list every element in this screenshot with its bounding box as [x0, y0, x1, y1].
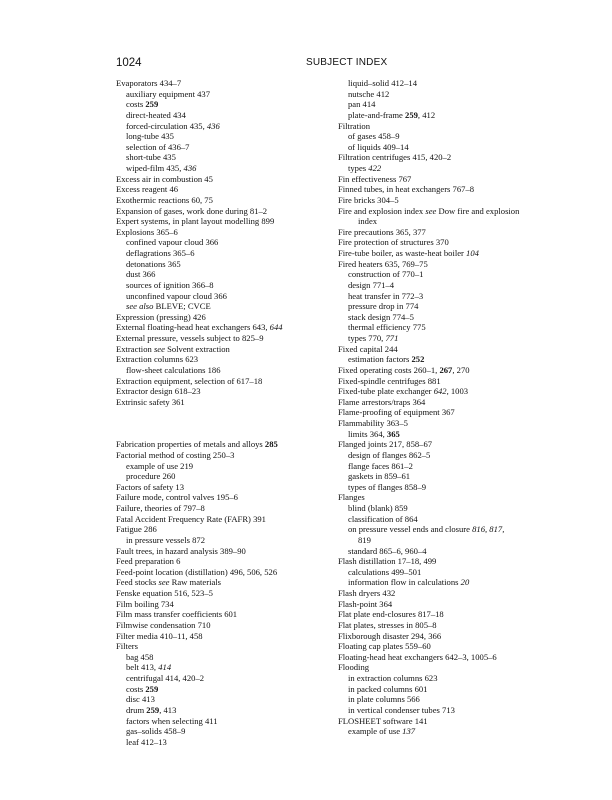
index-entry: [338, 152, 538, 163]
page-ref-italic: see: [153, 343, 165, 354]
index-subentry: [338, 301, 538, 312]
index-entry: [116, 599, 338, 610]
page-ref-italic: see also: [126, 301, 154, 312]
entry-text: flange faces 861–2: [348, 460, 413, 471]
index-subentry: [116, 461, 338, 472]
entry-text: , 1003: [446, 386, 469, 397]
entry-text: centrifugal 414, 420–2: [126, 673, 205, 683]
index-subentry: [116, 259, 338, 270]
entry-text: wiped-film 435,: [126, 163, 184, 173]
page-ref-bold: 252: [411, 354, 425, 365]
entry-text: External pressure, vessels subject to 825–9: [116, 333, 264, 343]
index-subentry: [116, 280, 338, 291]
index-subentry: [338, 131, 538, 142]
index-subentry: [116, 248, 338, 259]
index-entry: [338, 206, 538, 217]
index-subentry: [338, 673, 538, 684]
entry-text: Exothermic reactions 60, 75: [116, 194, 213, 205]
index-entry: [338, 652, 538, 663]
index-entry: [116, 227, 338, 238]
index-subentry: [338, 163, 538, 174]
index-subentry: [116, 152, 338, 163]
entry-text: dust 366: [126, 269, 156, 280]
index-subentry: [338, 429, 538, 440]
index-subentry: [116, 291, 338, 302]
index-entry: [116, 312, 338, 323]
index-subentry: [116, 163, 338, 174]
running-title: SUBJECT INDEX: [306, 57, 388, 68]
entry-text: pan 414: [348, 99, 376, 110]
entry-text: Expansion of gases, work done during 81–2: [116, 205, 268, 216]
entry-text: Fired heaters 635, 769–75: [338, 258, 428, 269]
entry-text: heat transfer in 772–3: [348, 290, 424, 301]
index-entry: [338, 237, 538, 248]
index-entry: [338, 599, 538, 610]
entry-text: Failure mode, control valves 195–6: [116, 492, 238, 503]
entry-text: Feed preparation 6: [116, 556, 181, 567]
index-entry: [338, 376, 538, 387]
entry-text: Fault trees, in hazard analysis 389–90: [116, 545, 246, 556]
index-entry: [338, 227, 538, 238]
entry-text: confined vapour cloud 366: [126, 237, 219, 248]
page-ref-italic: 436: [206, 120, 220, 131]
entry-text: Expression (pressing) 426: [116, 311, 206, 322]
index-subentry: [338, 461, 538, 472]
entry-text: gaskets in 859–61: [348, 471, 411, 482]
entry-text: unconfined vapour cloud 366: [126, 290, 227, 301]
index-entry: [338, 439, 538, 450]
entry-text: Flame arrestors/traps 364: [338, 396, 426, 407]
index-entry: [338, 121, 538, 132]
entry-text: Extraction equipment, selection of 617–18: [116, 375, 263, 386]
page-ref-bold: 285: [264, 439, 278, 450]
index-entry: [338, 631, 538, 642]
page-ref-italic: 436: [183, 163, 197, 173]
index-subentry: [116, 684, 338, 695]
index-entry: [116, 492, 338, 503]
entry-text: Fabrication properties of metals and alloys: [116, 439, 265, 450]
index-subentry: [116, 716, 338, 727]
entry-text: Filtration centrifuges 415, 420–2: [338, 152, 452, 163]
index-entry: [338, 492, 538, 503]
index-entry: [338, 716, 538, 727]
entry-text: Flame-proofing of equipment 367: [338, 407, 455, 418]
entry-text: calculations 499–501: [348, 566, 422, 577]
entry-text: costs: [126, 683, 146, 694]
index-subentry: [338, 482, 538, 493]
index-subentry: [338, 694, 538, 705]
index-subentry: [338, 142, 538, 153]
page-number: 1024: [116, 57, 142, 69]
entry-text: Flixborough disaster 294, 366: [338, 630, 442, 641]
entry-text: Flash-point 364: [338, 598, 393, 609]
entry-text: information flow in calculations: [348, 577, 461, 588]
entry-text: Filters: [116, 641, 138, 652]
index-subentry: [116, 142, 338, 153]
entry-text: Raw materials: [169, 577, 222, 588]
entry-text: Floating cap plates 559–60: [338, 641, 431, 652]
entry-text: Flanges: [338, 492, 365, 503]
entry-text: Extractor design 618–23: [116, 386, 201, 397]
index-entry: [116, 344, 338, 355]
entry-text: belt 413,: [126, 662, 159, 673]
page-ref-bold: 259: [145, 99, 159, 110]
entry-text: in pressure vessels 872: [126, 534, 206, 545]
entry-text: long-tube 435: [126, 131, 174, 142]
index-entry: [338, 556, 538, 567]
entry-text: Flat plate end-closures 817–18: [338, 609, 444, 620]
entry-text: Fire and explosion index: [338, 205, 426, 216]
entry-text: leaf 412–13: [126, 736, 167, 747]
entry-text: Floating-head heat exchangers 642–3, 1005–6: [338, 651, 497, 662]
entry-text: sources of ignition 366–8: [126, 279, 214, 290]
index-entry: [116, 450, 338, 461]
entry-text: Fire protection of structures 370: [338, 237, 449, 248]
index-subentry: [116, 726, 338, 737]
page-ref-bold: 365: [386, 428, 400, 439]
index-subentry: [338, 535, 538, 546]
index-subentry: [116, 269, 338, 280]
page-ref-italic: 771: [385, 333, 399, 343]
index-subentry: [116, 365, 338, 376]
index-subentry: [116, 237, 338, 248]
index-subentry: [116, 121, 338, 132]
entry-text: Evaporators 434–7: [116, 78, 182, 88]
entry-text: Failure, theories of 797–8: [116, 503, 205, 513]
entry-text: gas–solids 458–9: [126, 726, 186, 737]
entry-text: in plate columns 566: [348, 694, 420, 705]
index-entry: [338, 365, 538, 376]
entry-text: factors when selecting 411: [126, 715, 218, 726]
entry-text: direct-heated 434: [126, 109, 186, 120]
index-subentry: [338, 684, 538, 695]
index-entry: [116, 577, 338, 588]
page-ref-italic: 20: [460, 577, 470, 588]
index-entry: [116, 354, 338, 365]
entry-text: types: [348, 163, 369, 173]
entry-text: Feed-point location (distillation) 496, 506, 526: [116, 566, 278, 577]
entry-text: types of flanges 858–9: [348, 481, 427, 492]
entry-text: Film boiling 734: [116, 598, 174, 609]
entry-text: Excess air in combustion 45: [116, 173, 213, 184]
index-subentry: [116, 301, 338, 312]
entry-text: Flooding: [338, 662, 370, 673]
index-entry: [338, 184, 538, 195]
entry-text: Fixed-spindle centrifuges 881: [338, 375, 441, 386]
index-entry: [116, 195, 338, 206]
index-entry: [338, 588, 538, 599]
index-subentry: [338, 280, 538, 291]
index-entry: [338, 662, 538, 673]
index-subentry: [338, 110, 538, 121]
entry-text: 819: [358, 534, 371, 545]
entry-text: BLEVE; CVCE: [153, 301, 211, 312]
entry-text: Filmwise condensation 710: [116, 619, 211, 630]
entry-text: Flat plates, stresses in 805–8: [338, 619, 437, 630]
entry-text: example of use 219: [126, 460, 194, 471]
entry-text: estimation factors: [348, 354, 412, 365]
page-ref-italic: 137: [402, 726, 416, 737]
index-entry: [338, 620, 538, 631]
index-subentry: [338, 726, 538, 737]
index-entry: [116, 439, 338, 450]
page-ref-bold: 259: [405, 109, 418, 120]
entry-text: design 771–4: [348, 279, 395, 290]
entry-text: detonations 365: [126, 258, 181, 269]
section-gap: [116, 429, 338, 440]
entry-text: construction of 770–1: [348, 269, 424, 280]
entry-text: Dow fire and explosion: [436, 205, 520, 216]
index-entry: [116, 216, 338, 227]
index-entry: [116, 78, 338, 89]
entry-text: Finned tubes, in heat exchangers 767–8: [338, 184, 475, 195]
index-entry: [338, 397, 538, 408]
entry-text: , 413: [159, 704, 177, 715]
section-gap: [116, 407, 338, 418]
index-subentry: [116, 652, 338, 663]
index-subentry: [338, 354, 538, 365]
index-subentry: [116, 535, 338, 546]
index-subentry: [116, 662, 338, 673]
entry-text: selection of 436–7: [126, 141, 190, 152]
index-subentry: [338, 99, 538, 110]
index-subentry: [338, 322, 538, 333]
index-entry: [116, 503, 338, 514]
index-entry: [338, 248, 538, 259]
entry-text: Flanged joints 217, 858–67: [338, 439, 433, 450]
entry-text: Fatal Accident Frequency Rate (FAFR) 391: [116, 513, 266, 524]
entry-text: Flammability 363–5: [338, 418, 408, 428]
entry-text: Fixed operating costs 260–1,: [338, 364, 440, 375]
entry-text: Fatigue 286: [116, 524, 157, 535]
entry-text: nutsche 412: [348, 88, 390, 99]
entry-text: stack design 774–5: [348, 311, 414, 322]
index-subentry: [116, 694, 338, 705]
entry-text: Fire bricks 304–5: [338, 194, 399, 205]
index-subentry: [338, 514, 538, 525]
entry-text: deflagrations 365–6: [126, 248, 195, 258]
entry-text: Feed stocks: [116, 577, 159, 588]
page-ref-italic: 816, 817,: [472, 524, 505, 535]
index-entry: [338, 259, 538, 270]
index-entry: [338, 641, 538, 652]
index-entry: [116, 184, 338, 195]
entry-text: Fenske equation 516, 523–5: [116, 588, 213, 598]
index-entry: [338, 174, 538, 185]
page-ref-italic: see: [158, 577, 170, 588]
entry-text: Fire precautions 365, 377: [338, 226, 426, 237]
entry-text: External floating-head heat exchangers 643,: [116, 322, 270, 333]
entry-text: pressure drop in 774: [348, 301, 419, 312]
index-subentry: [116, 110, 338, 121]
index-subentry: [338, 524, 538, 535]
entry-text: Fixed capital 244: [338, 343, 398, 354]
entry-text: blind (blank) 859: [348, 503, 408, 513]
index-subentry: [116, 131, 338, 142]
entry-text: Filter media 410–11, 458: [116, 630, 203, 641]
page-ref-italic: see: [425, 205, 437, 216]
index-entry: [338, 344, 538, 355]
entry-text: of liquids 409–14: [348, 141, 409, 152]
index-entry: [116, 397, 338, 408]
entry-text: Factors of safety 13: [116, 481, 185, 492]
entry-text: thermal efficiency 775: [348, 322, 426, 333]
index-entry: [116, 631, 338, 642]
index-subentry: [338, 291, 538, 302]
index-subentry: [338, 89, 538, 100]
index-subentry: [338, 577, 538, 588]
index-entry: [338, 386, 538, 397]
entry-text: Solvent extraction: [164, 343, 230, 354]
index-entry: [116, 333, 338, 344]
index-subentry: [338, 471, 538, 482]
entry-text: drum: [126, 704, 147, 715]
index-subentry: [116, 471, 338, 482]
index-entry: [338, 418, 538, 429]
entry-text: on pressure vessel ends and closure: [348, 524, 473, 535]
entry-text: , 412: [417, 109, 436, 120]
index-entry: [116, 524, 338, 535]
entry-text: design of flanges 862–5: [348, 449, 431, 460]
entry-text: Excess reagent 46: [116, 184, 179, 195]
entry-text: costs: [126, 99, 146, 110]
entry-text: Flash distillation 17–18, 499: [338, 556, 437, 567]
index-subentry: [338, 216, 538, 227]
index-entry: [116, 641, 338, 652]
index-entry: [116, 206, 338, 217]
page-ref-italic: 422: [368, 163, 382, 173]
page-ref-bold: 267: [439, 364, 453, 375]
index-entry: [116, 514, 338, 525]
entry-text: Film mass transfer coefficients 601: [116, 609, 238, 620]
entry-text: plate-and-frame: [348, 109, 406, 120]
index-column-right: [338, 78, 538, 737]
section-gap: [116, 418, 338, 429]
entry-text: Expert systems, in plant layout modelling 899: [116, 216, 275, 227]
index-entry: [116, 567, 338, 578]
page-ref-italic: 644: [269, 322, 283, 333]
entry-text: types 770,: [348, 333, 386, 343]
index-subentry: [116, 99, 338, 110]
entry-text: procedure 260: [126, 471, 176, 482]
entry-text: Extraction columns 623: [116, 354, 199, 365]
index-entry: [116, 322, 338, 333]
entry-text: , 270: [452, 364, 470, 375]
index-entry: [338, 609, 538, 620]
index-entry: [116, 556, 338, 567]
index-subentry: [338, 333, 538, 344]
entry-text: of gases 458–9: [348, 131, 400, 142]
index-subentry: [116, 705, 338, 716]
entry-text: Factorial method of costing 250–3: [116, 449, 235, 460]
entry-text: in vertical condenser tubes 713: [348, 704, 455, 715]
index-subentry: [338, 312, 538, 323]
entry-text: Flash dryers 432: [338, 588, 396, 598]
entry-text: in packed columns 601: [348, 683, 428, 694]
entry-text: Filtration: [338, 120, 370, 131]
entry-text: disc 413: [126, 694, 155, 705]
index-entry: [116, 386, 338, 397]
page-ref-bold: 259: [145, 683, 159, 694]
index-subentry: [338, 705, 538, 716]
index-subentry: [116, 89, 338, 100]
entry-text: standard 865–6, 960–4: [348, 545, 427, 556]
page-ref-italic: 642: [433, 386, 447, 397]
entry-text: short-tube 435: [126, 152, 176, 163]
index-entry: [116, 609, 338, 620]
entry-text: Explosions 365–6: [116, 226, 178, 237]
entry-text: Fin effectiveness 767: [338, 173, 412, 184]
index-subentry: [338, 78, 538, 89]
index-entry: [338, 195, 538, 206]
index-entry: [338, 407, 538, 418]
entry-text: flow-sheet calculations 186: [126, 364, 221, 375]
entry-text: classification of 864: [348, 513, 418, 524]
index-subentry: [116, 673, 338, 684]
index-entry: [116, 376, 338, 387]
entry-text: Fire-tube boiler, as waste-heat boiler: [338, 248, 467, 258]
index-subentry: [338, 450, 538, 461]
index-subentry: [338, 567, 538, 578]
entry-text: FLOSHEET software 141: [338, 715, 428, 726]
entry-text: Fixed-tube plate exchanger: [338, 386, 434, 397]
entry-text: Extraction: [116, 343, 154, 354]
index-subentry: [116, 737, 338, 748]
index-subentry: [338, 546, 538, 557]
entry-text: liquid–solid 412–14: [348, 78, 417, 88]
entry-text: bag 458: [126, 651, 154, 662]
index-subentry: [338, 503, 538, 514]
index-entry: [116, 620, 338, 631]
entry-text: limits 364,: [348, 428, 387, 439]
index-column-left: [116, 78, 338, 747]
entry-text: auxiliary equipment 437: [126, 88, 211, 99]
entry-text: forced-circulation 435,: [126, 120, 207, 131]
index-entry: [116, 174, 338, 185]
entry-text: Extrinsic safety 361: [116, 396, 185, 407]
entry-text: example of use: [348, 726, 403, 737]
index-entry: [116, 482, 338, 493]
entry-text: in extraction columns 623: [348, 673, 438, 683]
page-ref-italic: 104: [466, 248, 479, 258]
index-subentry: [338, 269, 538, 280]
index-entry: [116, 588, 338, 599]
page-ref-italic: 414: [158, 662, 172, 673]
page-ref-bold: 259: [146, 704, 160, 715]
index-entry: [116, 546, 338, 557]
entry-text: index: [358, 216, 378, 227]
